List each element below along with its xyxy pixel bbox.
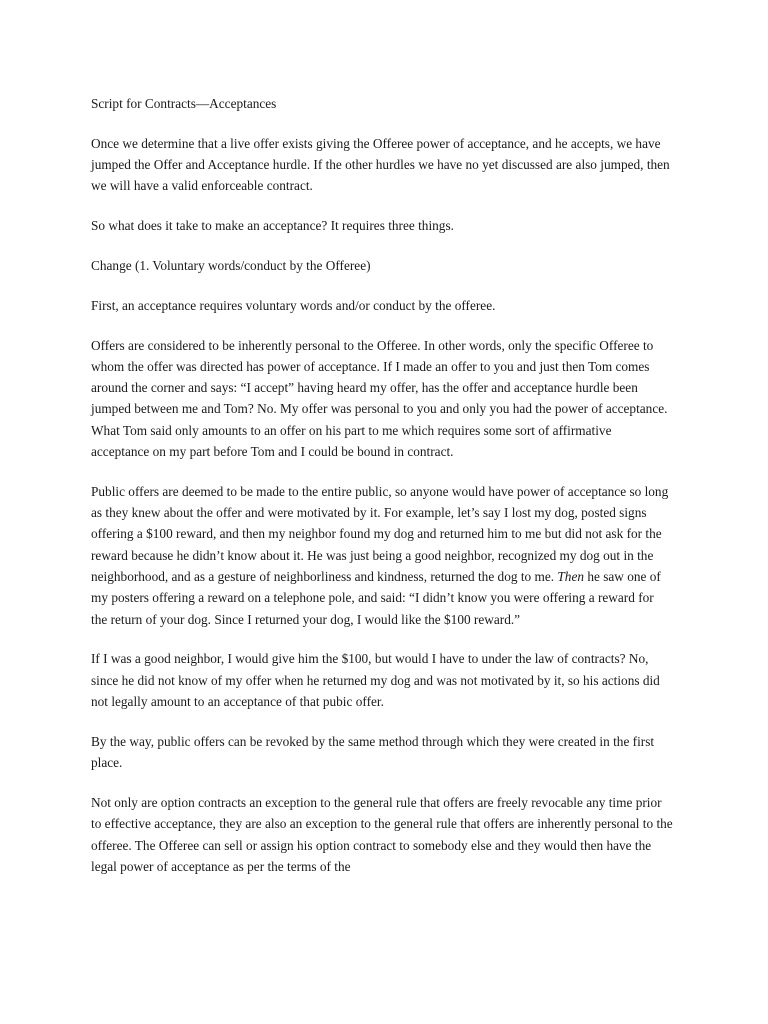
public-offer-italic-word: Then [557,569,585,585]
paragraph-public-offers [91,481,673,630]
paragraph-question: So what does it take to make an acceptance? It requires three things. [91,218,454,234]
public-offer-text-end: he saw one of my posters offering a reward on a telephone pole, and said: “I didn’t know you were offering a reward for the return of your dog. Since I returned your dog, I would like the $100 reward.” [91,569,661,627]
document-body [91,93,673,896]
paragraph-revocation: By the way, public offers can be revoked by the same method through which they were created in the first place. [91,733,655,771]
paragraph-change-note: Change (1. Voluntary words/conduct by the Offeree) [91,257,371,273]
paragraph-intro: Once we determine that a live offer exists giving the Offeree power of acceptance, and he accepts, we have jumped the Offer and Acceptance hurdle. If the other hurdles we have no yet discussed are also jumped, then we will have a valid enforceable contract. [91,135,670,194]
paragraph-good-neighbor: If I was a good neighbor, I would give him the $100, but would I have to under the law of contracts? No, since he did not know of my offer when he returned my dog and was not motivated by it, so his actions did not legally amount to an acceptance of that pubic offer. [91,651,660,710]
paragraph-first-requirement: First, an acceptance requires voluntary words and/or conduct by the offeree. [91,297,496,313]
public-offer-text-start: Public offers are deemed to be made to the entire public, so anyone would have power of acceptance so long as they knew about the offer and were motivated by it. For example, let’s say I lost my dog, posted signs offering a $100 reward, and then my neighbor found my dog and returned him to me but did not ask for the reward because he didn’t know about it. He was just being a good neighbor, recognized my dog out in the neighborhood, and as a gesture of neighborliness and kindness, returned the dog to me. [91,483,669,585]
paragraph-personal-offers: Offers are considered to be inherently personal to the Offeree. In other words, only the specific Offeree to whom the offer was directed has power of acceptance. If I made an offer to you and just then Tom comes around the corner and says: “I accept” having heard my offer, has the offer and acceptance hurdle been jumped between me and Tom? No. My offer was personal to you and only you had the power of acceptance. What Tom said only amounts to an offer on his part to me which requires some sort of affirmative acceptance on my part before Tom and I could be bound in contract. [91,337,668,460]
paragraph-option-contracts: Not only are option contracts an exception to the general rule that offers are freely revocable any time prior to effective acceptance, they are also an exception to the general rule that offers are inherently personal to the offeree. The Offeree can sell or assign his option contract to somebody else and they would then have the legal power of acceptance as per the terms of the [91,794,673,874]
document-title: Script for Contracts—Acceptances [91,96,277,111]
